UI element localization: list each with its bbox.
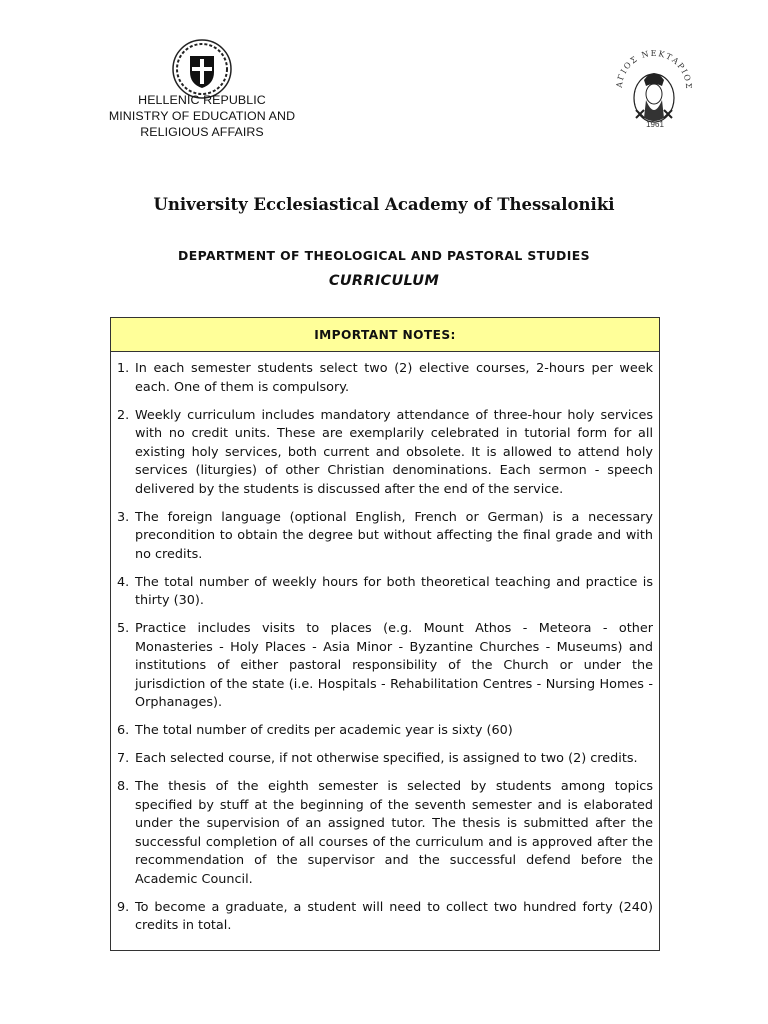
note-text: The thesis of the eighth semester is selected by students among topics specified by stuff at the beginning of the seventh semester and is elaborated under the supervision of an assigned tutor. The thesis is submitted after the successful completion of all courses of the curriculum and is approved after the recommendation of the supervisor and the successful defend before the Academic Council. bbox=[135, 779, 653, 887]
note-item bbox=[117, 722, 653, 741]
department-title: DEPARTMENT OF THEOLOGICAL AND PASTORAL STUDIES bbox=[178, 248, 590, 263]
note-item bbox=[117, 574, 653, 611]
curriculum-title: CURRICULUM bbox=[328, 273, 440, 289]
note-number: 4. bbox=[117, 574, 130, 590]
note-number: 2. bbox=[117, 407, 130, 423]
note-text: The foreign language (optional English, French or German) is a necessary precondition to obtain the degree but without affecting the final grade and with no credits. bbox=[135, 509, 653, 562]
svg-text:ΑΓΙΟΣ ΝΕΚΤΑΡΙΟΣ: ΑΓΙΟΣ ΝΕΚΤΑΡΙΟΣ bbox=[614, 48, 694, 91]
note-number: 3. bbox=[117, 509, 130, 525]
note-item bbox=[117, 899, 653, 936]
note-item bbox=[117, 620, 653, 713]
notes-list bbox=[111, 352, 659, 936]
ministry-header bbox=[92, 92, 312, 140]
ministry-line: MINISTRY OF EDUCATION AND bbox=[108, 109, 296, 123]
note-text: To become a graduate, a student will need to collect two hundred forty (240) credits in total. bbox=[135, 899, 653, 933]
note-number: 8. bbox=[117, 779, 130, 794]
academy-title: University Ecclesiastical Academy of Thessaloniki bbox=[153, 195, 615, 214]
note-item bbox=[117, 360, 653, 397]
note-item bbox=[117, 407, 653, 500]
notes-header: IMPORTANT NOTES: bbox=[111, 318, 659, 352]
note-text: Practice includes visits to places (e.g. Mount Athos - Meteora - other Monasteries - Holy Places - Asia Minor - Byzantine Churches - Museums) and institutions of either pastoral responsibility of the Church or under the jurisdiction of the state (i.e. Hospitals - Rehabilitation Centres - Nursing Homes - Orphanages). bbox=[135, 621, 653, 710]
saint-nektarios-seal-icon bbox=[608, 40, 698, 130]
important-notes-box bbox=[110, 317, 660, 951]
note-text: The total number of credits per academic year is sixty (60) bbox=[135, 723, 513, 738]
ministry-line: HELLENIC REPUBLIC bbox=[138, 93, 266, 107]
note-text: Each selected course, if not otherwise specified, is assigned to two (2) credits. bbox=[135, 751, 638, 766]
note-number: 1. bbox=[117, 361, 130, 376]
note-text: In each semester students select two (2) elective courses, 2-hours per week each. One of them is compulsory. bbox=[135, 361, 653, 395]
note-text: The total number of weekly hours for both theoretical teaching and practice is thirty (30). bbox=[135, 574, 653, 608]
greek-coat-of-arms-icon bbox=[171, 38, 233, 100]
note-item bbox=[117, 750, 653, 769]
seal-year: 1961 bbox=[646, 120, 664, 129]
note-text: Weekly curriculum includes mandatory attendance of three-hour holy services with no credit units. These are exemplarily celebrated in tutorial form for all existing holy services, both current and obsolete. It is allowed to attend holy services (liturgies) of other Christian denominations. Each sermon - speech delivered by the students is discussed after the end of the service. bbox=[135, 407, 653, 497]
note-item bbox=[117, 778, 653, 889]
ministry-line: RELIGIOUS AFFAIRS bbox=[140, 125, 264, 139]
note-number: 9. bbox=[117, 899, 130, 915]
note-item bbox=[117, 509, 653, 565]
note-number: 7. bbox=[117, 751, 130, 766]
note-number: 6. bbox=[117, 723, 130, 738]
note-number: 5. bbox=[117, 621, 130, 636]
